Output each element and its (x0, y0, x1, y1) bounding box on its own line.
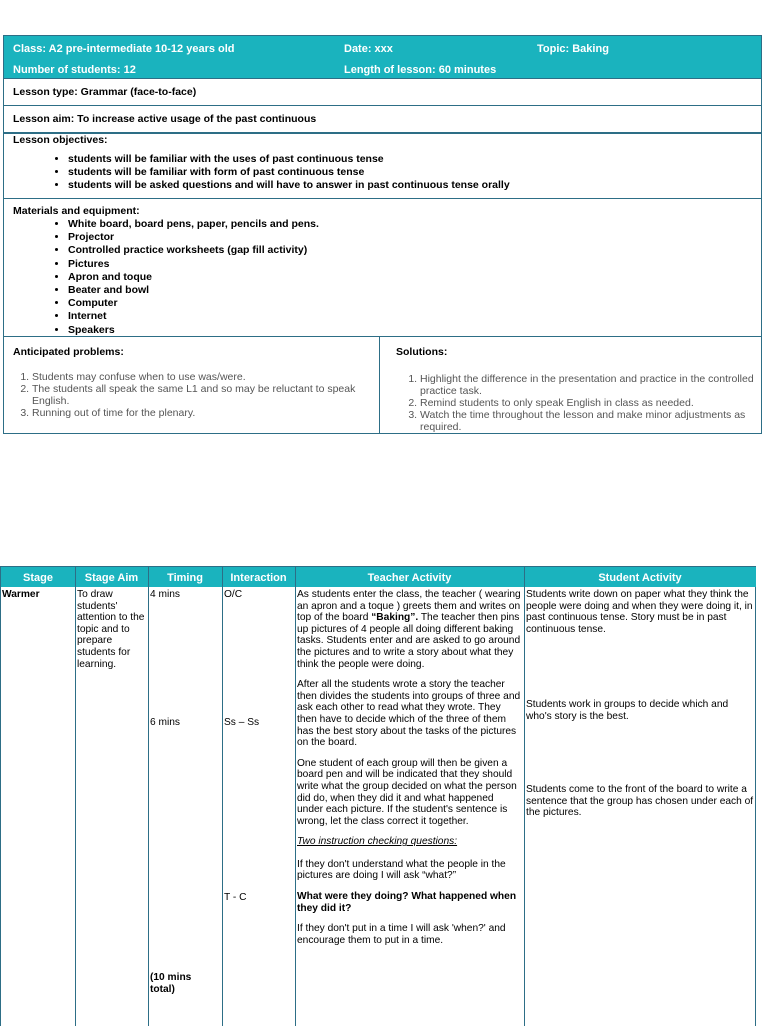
student-activity-1: Students write down on paper what they think the people were doing and when they were doing it, in past continuous tense. Story must be in past continuous tense. (526, 589, 753, 635)
objective-item: • students will be asked questions and will have to answer in past continuous tense orally (68, 179, 510, 192)
solution-item: 1. Highlight the difference in the presentation and practice in the controlled practice task. (420, 373, 768, 397)
timing-total: (10 mins total) (150, 972, 192, 995)
solution-item: 2. Remind students to only speak English in class as needed. (420, 397, 768, 409)
teacher-paragraph-1: As students enter the class, the teacher ( wearing an apron and a toque ) greets them and writes on top of the board “Baking”. The teacher then pins up pictures of 4 people all doing different baking tasks. Students enter and are asked to go around the pictures and to write a story about what they think the people were doing. (297, 589, 521, 670)
interaction-3: T - C (224, 892, 247, 903)
date-info: Date: xxx (344, 43, 393, 55)
teacher-paragraph-6: What were they doing? What happened when they did it? (297, 891, 517, 914)
student-activity-3: Students come to the front of the board to write a sentence that the group has chosen under each of the pictures. (526, 784, 754, 819)
timing-2: 6 mins (150, 717, 181, 728)
lesson-type-row (4, 78, 761, 105)
stages-table (0, 566, 756, 1026)
materials-list (4, 218, 319, 337)
material-item: • White board, board pens, paper, pencils and pens. (68, 218, 319, 231)
topic-info: Topic: Baking (537, 43, 609, 55)
interaction-2: Ss – Ss (224, 717, 260, 728)
material-item: • Apron and toque (68, 271, 319, 284)
timing-1: 4 mins (150, 589, 181, 600)
materials-row (4, 198, 761, 336)
solution-item: 3. Watch the time throughout the lesson and make minor adjustments as required. (420, 409, 768, 433)
objective-item: • students will be familiar with the uses of past continuous tense (68, 153, 510, 166)
interaction-1: O/C (224, 589, 243, 600)
stage-aim: To draw students' attention to the topic and to prepare students for learning. (77, 589, 145, 670)
problem-item: 2. The students all speak the same L1 and so may be reluctant to speak English. (32, 383, 392, 407)
solutions-label: Solutions: (396, 346, 448, 358)
objective-item: • students will be familiar with form of past continuous tense (68, 166, 510, 179)
material-item: • Computer (68, 297, 319, 310)
teacher-icq-heading: Two instruction checking questions: (297, 836, 458, 848)
header-timing: Timing (148, 567, 222, 587)
student-activity-2: Students work in groups to decide which and who's story is the best. (526, 699, 729, 722)
students-count: Number of students: 12 (13, 64, 136, 76)
header-stage: Stage (1, 567, 75, 587)
material-item: • Internet (68, 310, 319, 323)
material-item: • Speakers (68, 324, 319, 337)
teacher-paragraph-7: If they don't put in a time I will ask 'when?' and encourage them to put in a time. (297, 923, 506, 946)
problems-cell (4, 337, 380, 433)
problem-item: 3. Running out of time for the plenary. (32, 407, 392, 419)
header-stage-aim: Stage Aim (75, 567, 148, 587)
objectives-list (4, 153, 510, 193)
class-info: Class: A2 pre-intermediate 10-12 years old (13, 43, 235, 55)
solutions-cell (380, 337, 761, 433)
material-item: • Beater and bowl (68, 284, 319, 297)
teacher-paragraph-3: One student of each group will then be given a board pen and will be indicated that they should write what the group decided on what the person did do, when they did it and what happened under each picture. If the student's sentence is wrong, let the class correct it together. (297, 757, 517, 827)
teacher-activity (297, 589, 522, 946)
lesson-plan-table (3, 35, 762, 434)
lesson-aim-row (4, 105, 761, 132)
header-student-activity: Student Activity (524, 567, 756, 587)
lesson-header (4, 36, 761, 78)
problems-list (4, 371, 392, 419)
objectives-label: Lesson objectives: (13, 134, 108, 146)
objectives-row (4, 132, 761, 198)
materials-label: Materials and equipment: (13, 205, 140, 217)
lesson-aim: Lesson aim: To increase active usage of the past continuous (13, 113, 317, 125)
material-item: • Controlled practice worksheets (gap fill activity) (68, 244, 319, 257)
material-item: • Pictures (68, 258, 319, 271)
lesson-type: Lesson type: Grammar (face-to-face) (13, 86, 197, 98)
material-item: • Projector (68, 231, 319, 244)
teacher-paragraph-5: If they don't understand what the people in the pictures are doing I will ask “what?” (297, 858, 506, 882)
stage-name: Warmer (2, 589, 40, 600)
teacher-paragraph-2: After all the students wrote a story the teacher then divides the students into groups of three and ask each other to read what they wrote. They then have to decide which of the three of them has the best story about the tasks of the pictures on the board. (297, 679, 521, 749)
problems-label: Anticipated problems: (13, 346, 124, 358)
problem-item: 1. Students may confuse when to use was/were. (32, 371, 392, 383)
header-interaction: Interaction (222, 567, 295, 587)
solutions-list (392, 373, 768, 433)
problems-solutions-row (4, 336, 761, 433)
lesson-length: Length of lesson: 60 minutes (344, 64, 497, 76)
header-teacher-activity: Teacher Activity (295, 567, 524, 587)
